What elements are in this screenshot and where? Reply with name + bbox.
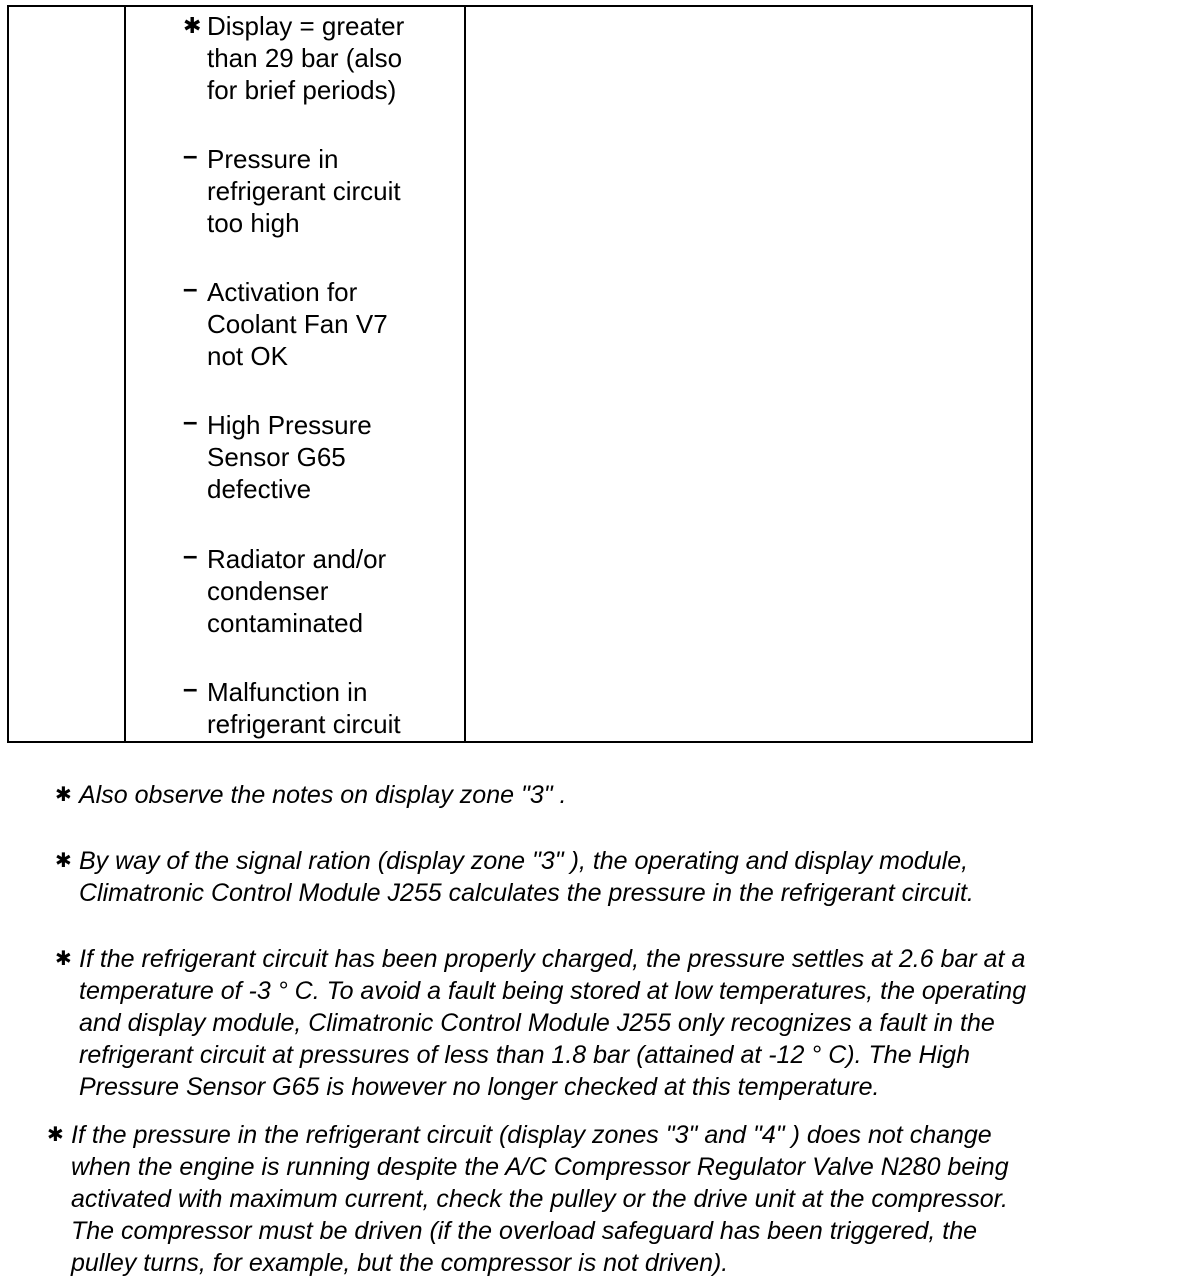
dash-bullet-icon: – (183, 406, 198, 436)
dash-bullet-icon: – (183, 273, 198, 303)
asterisk-bullet-icon: ✱ (47, 1124, 64, 1146)
asterisk-bullet-icon: ✱ (55, 948, 72, 970)
cell-dash-item (183, 406, 437, 505)
note-text: Also observe the notes on display zone "3" . (79, 781, 567, 809)
column-divider (464, 7, 466, 741)
note-item (55, 943, 1185, 1103)
cell-dash-item (183, 273, 437, 372)
cell-dash-item (183, 540, 437, 639)
cell-item-text: Display = greater than 29 bar (also for brief periods) (207, 11, 405, 105)
cell-dash-item (183, 673, 437, 740)
dash-bullet-icon: – (183, 673, 198, 703)
asterisk-bullet-icon: ✱ (55, 850, 72, 872)
note-item (55, 779, 1175, 811)
diagnostic-table (7, 5, 1033, 743)
note-text: If the refrigerant circuit has been properly charged, the pressure settles at 2.6 bar at a temperature of -3 ° C. To avoid a fault being stored at low temperatures, the operating and display module, Climatronic Control Module J255 only recognizes a fault in the refrigerant circuit at pressures of less than 1.8 bar (attained at -12 ° C). The High Pressure Sensor G65 is however no longer checked at this temperature. (79, 945, 1027, 1101)
cell-item-text: Pressure in refrigerant circuit too high (207, 144, 401, 238)
note-item (55, 845, 1175, 909)
note-item (47, 1119, 1187, 1279)
cell-item-text: High Pressure Sensor G65 defective (207, 410, 372, 504)
cell-item-text: Malfunction in refrigerant circuit (207, 677, 401, 739)
cell-dash-item (183, 140, 437, 239)
note-text: If the pressure in the refrigerant circuit (display zones "3" and "4" ) does not change when the engine is running despite the A/C Compressor Regulator Valve N280 being activated with maximum current, check the pulley or the drive unit at the compressor. The compressor must be driven (if the overload safeguard has been triggered, the pulley turns, for example, but the compressor is not driven). (71, 1121, 1009, 1277)
cell-item-text: Activation for Coolant Fan V7 not OK (207, 277, 388, 371)
cell-bullet-item (183, 10, 437, 106)
asterisk-bullet-icon: ✱ (183, 13, 202, 38)
column-divider (124, 7, 126, 741)
asterisk-bullet-icon: ✱ (55, 784, 72, 806)
dash-bullet-icon: – (183, 540, 198, 570)
dash-bullet-icon: – (183, 140, 198, 170)
cell-item-text: Radiator and/or condenser contaminated (207, 544, 387, 638)
note-text: By way of the signal ration (display zone "3" ), the operating and display module, Climatronic Control Module J255 calculates the pressure in the refrigerant circuit. (79, 847, 974, 907)
